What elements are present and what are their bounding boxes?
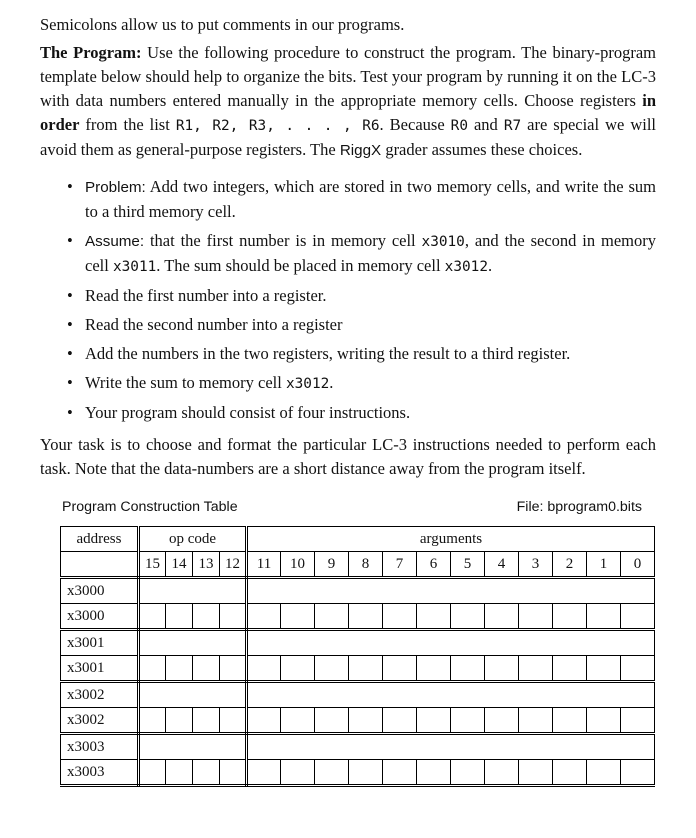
document-page bbox=[40, 13, 656, 787]
opcode-entry-cell bbox=[139, 578, 247, 604]
argument-bit-label-cell: 8 bbox=[349, 552, 383, 578]
argument-bit-label-cell: 2 bbox=[553, 552, 587, 578]
argument-bit-cell bbox=[247, 604, 281, 630]
argument-bit-cell bbox=[281, 604, 315, 630]
paragraph-the-program bbox=[40, 41, 656, 163]
text-segment: Read the first number into a register. bbox=[85, 286, 327, 305]
argument-bit-label-cell: 0 bbox=[621, 552, 655, 578]
argument-bit-cell bbox=[451, 760, 485, 786]
text-segment: Problem: bbox=[85, 179, 146, 196]
argument-bit-cell bbox=[383, 708, 417, 734]
opcode-entry-cell bbox=[139, 682, 247, 708]
argument-bit-cell bbox=[281, 708, 315, 734]
opcode-bit-cell bbox=[193, 656, 220, 682]
bullet-item-read-first bbox=[66, 284, 656, 308]
text-segment: are special we will avoid them as general-purpose registers. The bbox=[40, 115, 656, 159]
text-segment: Read the second number into a register bbox=[85, 315, 343, 334]
paragraph-task bbox=[40, 433, 656, 481]
opcode-entry-cell bbox=[139, 630, 247, 656]
address-spacer-cell bbox=[61, 552, 139, 578]
opcode-bit-cell bbox=[220, 760, 247, 786]
address-cell: x3003 bbox=[61, 760, 139, 786]
argument-bit-cell bbox=[383, 760, 417, 786]
address-header-cell: address bbox=[61, 527, 139, 552]
address-cell: x3001 bbox=[61, 630, 139, 656]
argument-bit-cell bbox=[417, 604, 451, 630]
opcode-bit-cell bbox=[166, 656, 193, 682]
bullet-item-add bbox=[66, 342, 656, 366]
opcode-bit-cell bbox=[166, 760, 193, 786]
argument-bit-cell bbox=[485, 656, 519, 682]
argument-bit-cell bbox=[349, 656, 383, 682]
arguments-entry-cell bbox=[247, 734, 655, 760]
table-header-row bbox=[61, 527, 655, 552]
argument-bit-cell bbox=[451, 604, 485, 630]
argument-bit-cell bbox=[315, 604, 349, 630]
text-segment: , and the second in memory cell bbox=[85, 231, 656, 275]
arguments-entry-cell bbox=[247, 682, 655, 708]
argument-bit-cell bbox=[519, 604, 553, 630]
argument-bit-cell bbox=[587, 656, 621, 682]
argument-bit-cell bbox=[349, 708, 383, 734]
opcode-bit-cell bbox=[166, 708, 193, 734]
text-segment: . bbox=[329, 373, 334, 392]
file-name-label: File: bprogram0.bits bbox=[516, 499, 642, 515]
text-segment: The Program: bbox=[40, 43, 142, 62]
address-cell: x3003 bbox=[61, 734, 139, 760]
argument-bit-cell bbox=[349, 760, 383, 786]
text-segment: R0 bbox=[450, 118, 468, 134]
text-segment: Add the numbers in the two registers, writing the result to a third register. bbox=[85, 344, 571, 363]
text-segment: Your task is to choose and format the particular LC-3 instructions needed to perform each task. Note that the data-numbers are a short distance away from the program itself. bbox=[40, 435, 656, 478]
program-construction-table bbox=[60, 526, 655, 787]
argument-bit-cell bbox=[247, 656, 281, 682]
text-segment: from the list bbox=[79, 115, 176, 134]
text-segment: . The sum should be placed in memory cell bbox=[156, 256, 445, 275]
paragraph-intro bbox=[40, 13, 656, 37]
argument-bit-label-cell: 6 bbox=[417, 552, 451, 578]
opcode-bit-cell bbox=[220, 708, 247, 734]
text-segment: x3012 bbox=[285, 376, 330, 392]
address-cell: x3002 bbox=[61, 708, 139, 734]
argument-bit-cell bbox=[315, 656, 349, 682]
table-title: Program Construction Table bbox=[62, 499, 238, 515]
opcode-bit-cell bbox=[220, 604, 247, 630]
opcode-bit-label-cell: 12 bbox=[220, 552, 247, 578]
argument-bit-cell bbox=[553, 656, 587, 682]
opcode-bit-cell bbox=[139, 708, 166, 734]
address-cell: x3000 bbox=[61, 604, 139, 630]
arguments-header-cell: arguments bbox=[247, 527, 655, 552]
opcode-bit-cell bbox=[166, 604, 193, 630]
opcode-bit-cell bbox=[220, 656, 247, 682]
bullet-item-problem bbox=[66, 175, 656, 224]
bullet-item-assume bbox=[66, 229, 656, 279]
program-table-area bbox=[60, 495, 656, 787]
text-segment: x3010 bbox=[421, 234, 465, 250]
opcode-bit-cell bbox=[193, 760, 220, 786]
table-row-x3003-entry bbox=[61, 734, 655, 760]
opcode-bit-cell bbox=[139, 760, 166, 786]
argument-bit-cell bbox=[451, 656, 485, 682]
bullet-item-write-sum bbox=[66, 371, 656, 396]
argument-bit-cell bbox=[519, 656, 553, 682]
argument-bit-cell bbox=[621, 604, 655, 630]
text-segment: and bbox=[467, 115, 504, 134]
argument-bit-cell bbox=[281, 656, 315, 682]
argument-bit-label-cell: 1 bbox=[587, 552, 621, 578]
argument-bit-cell bbox=[519, 708, 553, 734]
bit-number-row bbox=[61, 552, 655, 578]
opcode-bit-cell bbox=[193, 604, 220, 630]
table-row-x3002-entry bbox=[61, 682, 655, 708]
argument-bit-cell bbox=[519, 760, 553, 786]
address-cell: x3000 bbox=[61, 578, 139, 604]
text-segment: Semicolons allow us to put comments in our programs. bbox=[40, 15, 405, 34]
argument-bit-cell bbox=[349, 604, 383, 630]
table-row-x3001-bits bbox=[61, 656, 655, 682]
text-segment: R7 bbox=[503, 118, 522, 134]
text-segment: . Because bbox=[379, 115, 451, 134]
text-segment: . bbox=[488, 256, 493, 275]
argument-bit-cell bbox=[383, 604, 417, 630]
argument-bit-cell bbox=[553, 760, 587, 786]
bullet-item-read-second bbox=[66, 313, 656, 337]
argument-bit-label-cell: 9 bbox=[315, 552, 349, 578]
text-segment: Your program should consist of four instructions. bbox=[85, 403, 411, 422]
opcode-bit-label-cell: 14 bbox=[166, 552, 193, 578]
text-segment: grader assumes these choices. bbox=[381, 140, 583, 159]
bullet-item-four-instructions bbox=[66, 401, 656, 425]
opcode-bit-cell bbox=[139, 604, 166, 630]
argument-bit-cell bbox=[485, 604, 519, 630]
text-segment: in order bbox=[40, 91, 656, 134]
opcode-bit-label-cell: 13 bbox=[193, 552, 220, 578]
text-segment: that the first number is in memory cell bbox=[144, 231, 422, 250]
argument-bit-label-cell: 5 bbox=[451, 552, 485, 578]
argument-bit-cell bbox=[417, 708, 451, 734]
arguments-entry-cell bbox=[247, 630, 655, 656]
text-segment: Add two integers, which are stored in two memory cells, and write the sum to a third memory cell. bbox=[85, 177, 656, 221]
text-segment: RiggX bbox=[339, 142, 382, 159]
argument-bit-cell bbox=[621, 656, 655, 682]
argument-bit-cell bbox=[587, 604, 621, 630]
table-row-x3002-bits bbox=[61, 708, 655, 734]
table-row-x3000-entry bbox=[61, 578, 655, 604]
arguments-entry-cell bbox=[247, 578, 655, 604]
argument-bit-cell bbox=[587, 760, 621, 786]
bullet-list bbox=[66, 175, 656, 425]
table-row-x3003-bits bbox=[61, 760, 655, 786]
table-caption-row bbox=[60, 495, 656, 519]
argument-bit-label-cell: 3 bbox=[519, 552, 553, 578]
argument-bit-cell bbox=[383, 656, 417, 682]
table-row-x3001-entry bbox=[61, 630, 655, 656]
argument-bit-cell bbox=[485, 708, 519, 734]
argument-bit-cell bbox=[315, 708, 349, 734]
argument-bit-cell bbox=[451, 708, 485, 734]
text-segment: x3012 bbox=[444, 259, 488, 275]
text-segment: R1, R2, R3, . . . , R6 bbox=[175, 118, 380, 134]
opcode-header-cell: op code bbox=[139, 527, 247, 552]
opcode-bit-cell bbox=[193, 708, 220, 734]
opcode-bit-cell bbox=[139, 656, 166, 682]
address-cell: x3002 bbox=[61, 682, 139, 708]
text-segment: Assume: bbox=[85, 233, 145, 250]
argument-bit-cell bbox=[485, 760, 519, 786]
argument-bit-cell bbox=[247, 708, 281, 734]
argument-bit-cell bbox=[621, 708, 655, 734]
argument-bit-label-cell: 7 bbox=[383, 552, 417, 578]
text-segment: Write the sum to memory cell bbox=[85, 373, 286, 392]
argument-bit-cell bbox=[587, 708, 621, 734]
opcode-entry-cell bbox=[139, 734, 247, 760]
argument-bit-label-cell: 11 bbox=[247, 552, 281, 578]
text-segment: x3011 bbox=[112, 259, 157, 275]
argument-bit-label-cell: 4 bbox=[485, 552, 519, 578]
argument-bit-cell bbox=[553, 708, 587, 734]
argument-bit-cell bbox=[247, 760, 281, 786]
argument-bit-label-cell: 10 bbox=[281, 552, 315, 578]
text-segment: Use the following procedure to construct the program. The binary-program template below should help to organize the bits. Test your program by running it on the LC-3 with data numbers entered manually in the appropriate memory cells. Choose registers bbox=[40, 43, 656, 110]
opcode-bit-label-cell: 15 bbox=[139, 552, 166, 578]
argument-bit-cell bbox=[417, 656, 451, 682]
argument-bit-cell bbox=[281, 760, 315, 786]
table-row-x3000-bits bbox=[61, 604, 655, 630]
argument-bit-cell bbox=[417, 760, 451, 786]
argument-bit-cell bbox=[315, 760, 349, 786]
argument-bit-cell bbox=[621, 760, 655, 786]
argument-bit-cell bbox=[553, 604, 587, 630]
address-cell: x3001 bbox=[61, 656, 139, 682]
